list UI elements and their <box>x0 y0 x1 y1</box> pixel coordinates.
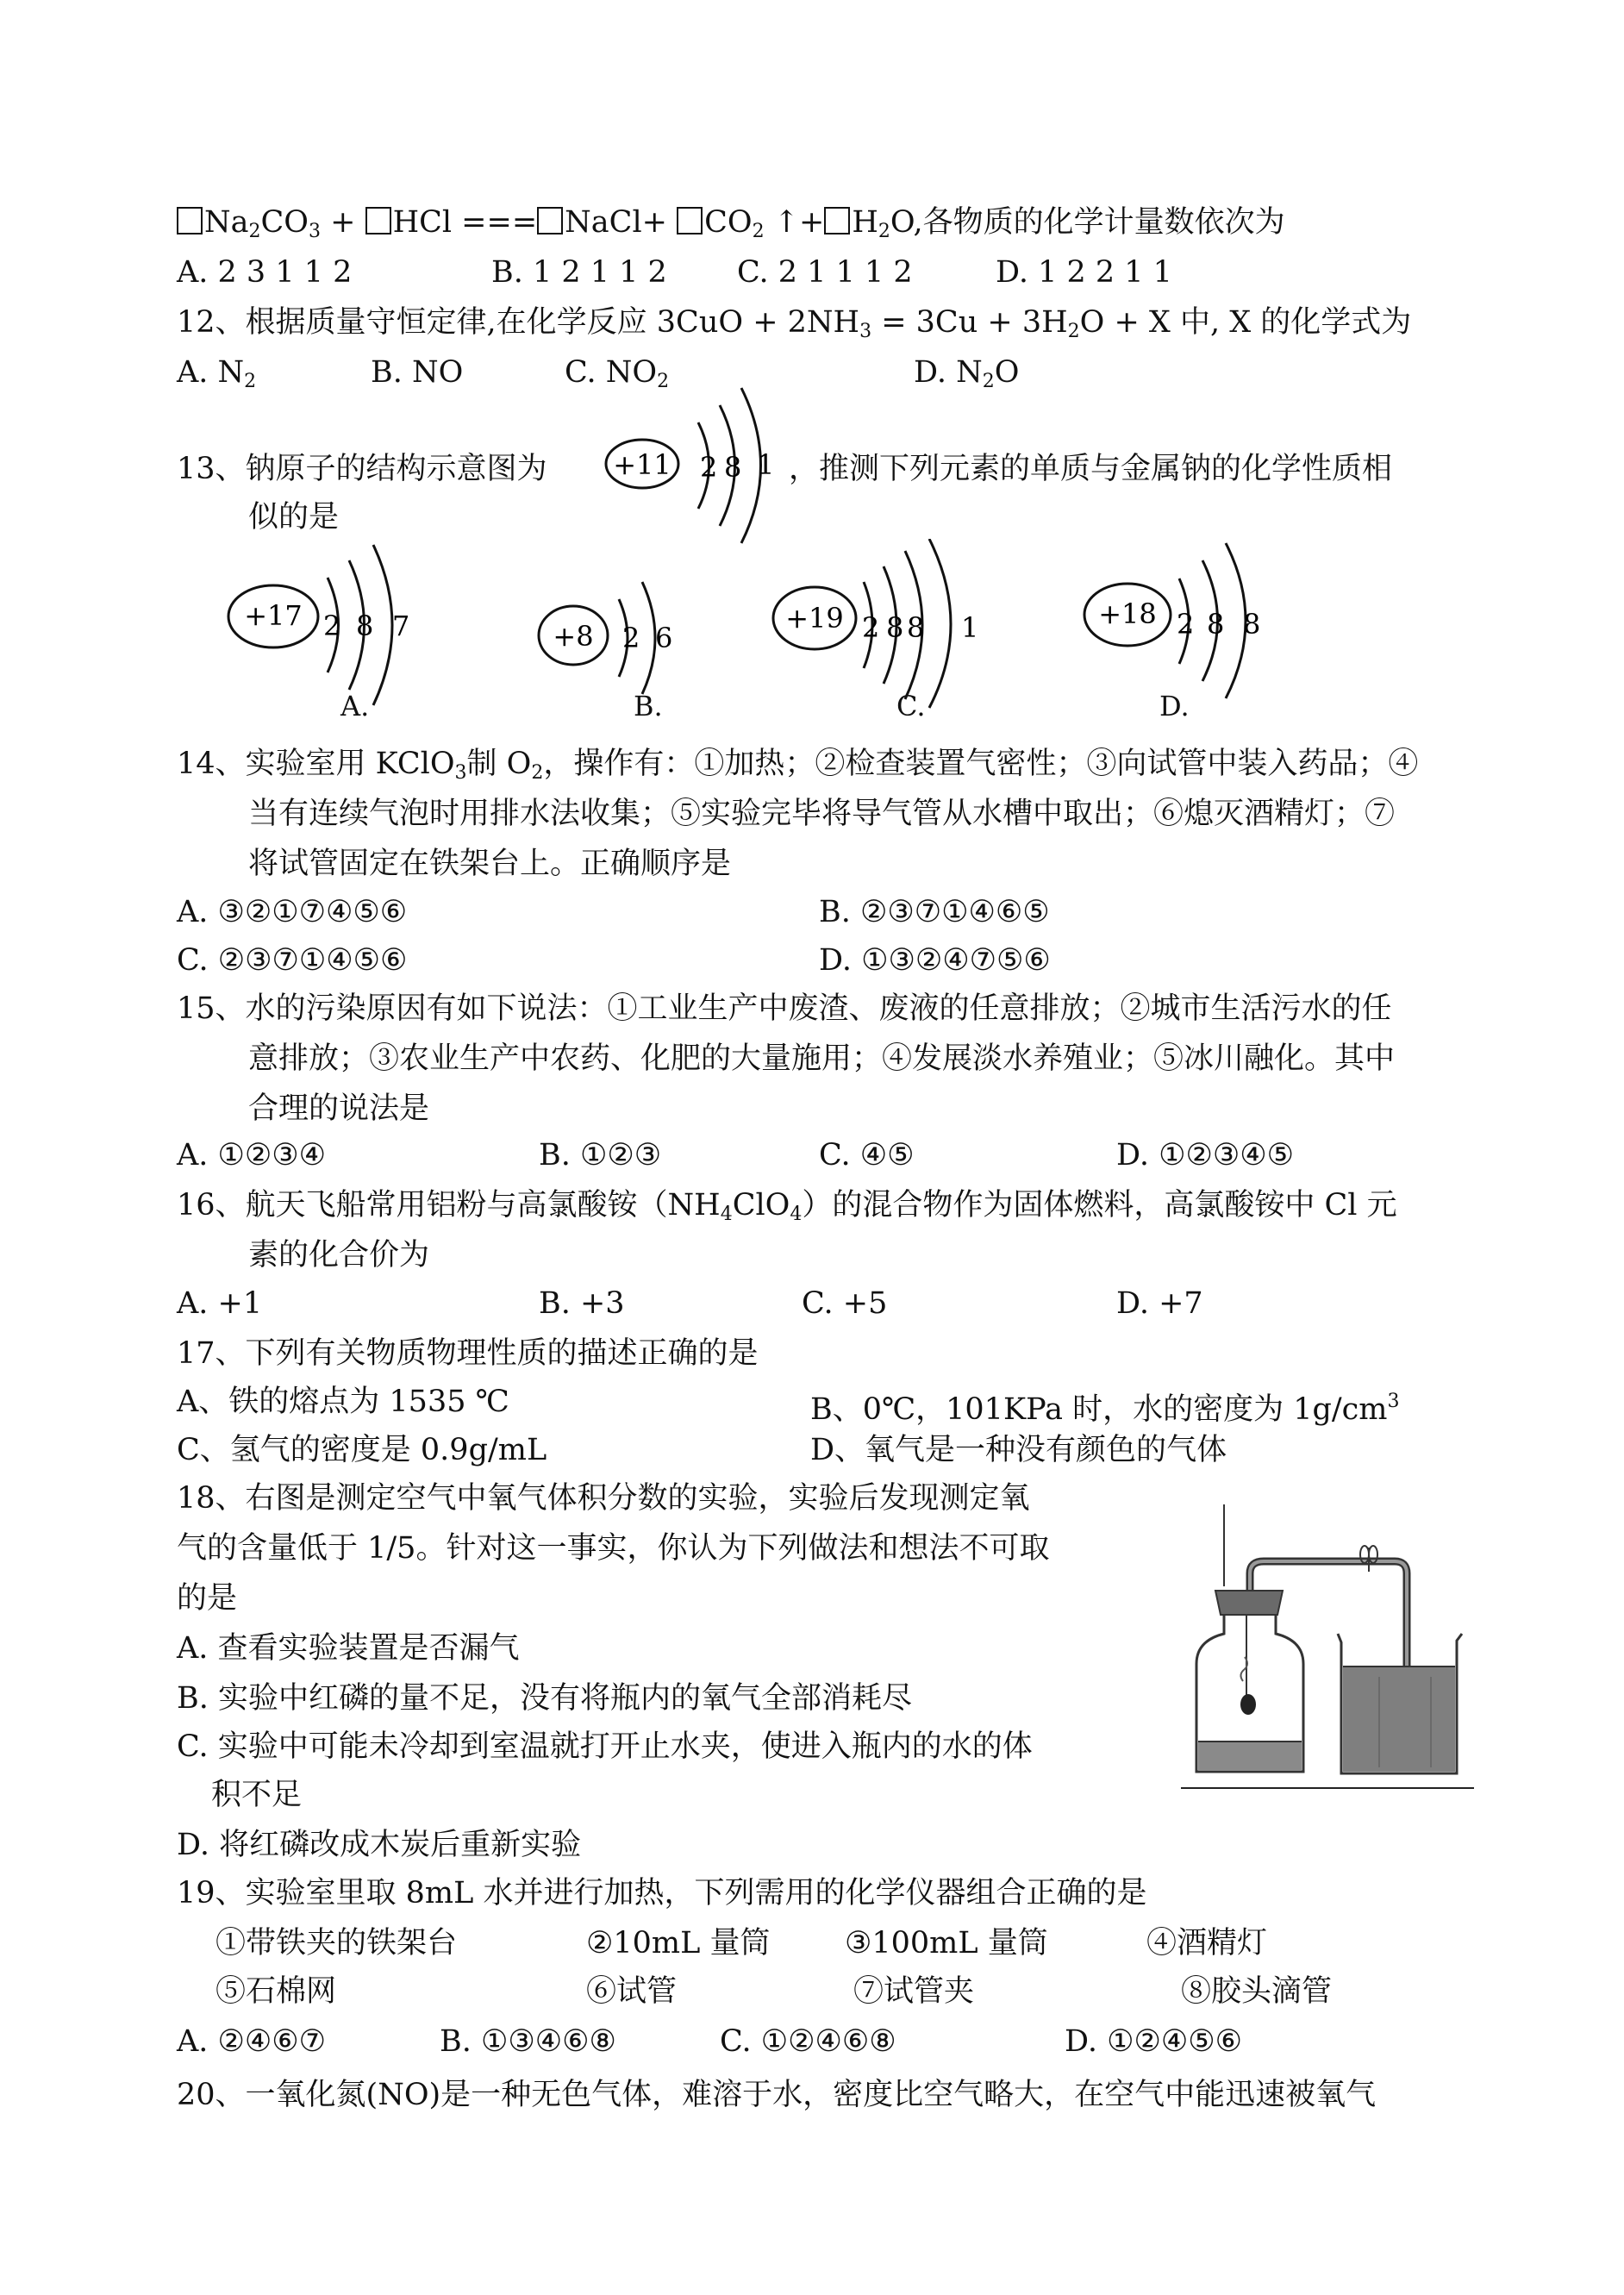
q19-option-d: D. ①②④⑤⑥ <box>1065 2024 1242 2059</box>
q19-stem: 19、实验室里取 8mL 水并进行加热，下列需用的化学仪器组合正确的是 <box>177 1876 1147 1910</box>
q19-option-c: C. ①②④⑥⑧ <box>720 2024 896 2059</box>
q16-stem-2: 素的化合价为 <box>248 1238 430 1273</box>
q20-stem-1: 20、一氧化氮(NO)是一种无色气体，难溶于水，密度比空气略大，在空气中能迅速被氧气 <box>177 2078 1377 2112</box>
svg-text:8: 8 <box>1207 608 1225 641</box>
svg-text:8: 8 <box>356 610 374 642</box>
sodium-atom-diagram <box>603 379 793 578</box>
q14-option-c: C. ②③⑦①④⑤⑥ <box>177 943 408 978</box>
q12-option-d: D. $N_2O$ <box>914 355 1020 392</box>
q12-option-a: A. $N_2$ <box>177 355 257 392</box>
atom-option-a-letter: A. <box>340 690 370 722</box>
q14-stem-3: 将试管固定在铁架台上。正确顺序是 <box>248 847 732 881</box>
svg-text:7: 7 <box>392 610 410 642</box>
svg-text:2: 2 <box>862 611 880 644</box>
q15-stem-1: 15、水的污染原因有如下说法：①工业生产中废渣、废液的任意排放；②城市生活污水的任 <box>177 991 1392 1026</box>
atom-option-b <box>534 565 707 711</box>
shell-electrons: 1 <box>757 448 775 481</box>
atom-option-a <box>220 543 444 716</box>
q19-option-a: A. ②④⑥⑦ <box>177 2024 327 2059</box>
q15-option-a: A. ①②③④ <box>177 1138 327 1173</box>
shell-electrons: 2 <box>700 451 718 484</box>
q19-item-7: ⑦试管夹 <box>853 1974 975 2009</box>
q14-stem-1: 14、实验室用 KClO$_3$制 $O_2$，操作有：①加热；②检查装置气密性；③向试管中装入药品；④ <box>177 747 1419 784</box>
q16-option-c: C. +5 <box>802 1286 888 1321</box>
svg-text:+8: +8 <box>553 620 594 653</box>
blank-box[interactable] <box>365 207 391 235</box>
shell-electrons: 8 <box>724 451 742 484</box>
q12-stem: 12、根据质量守恒定律,在化学反应 $3CuO + 2NH_3 = 3Cu + 3H_2O + X$ 中, X 的化学式为 <box>177 305 1412 342</box>
atom-option-c-letter: C. <box>896 690 926 722</box>
q18-option-c-2: 积不足 <box>211 1778 303 1812</box>
q13-stem-1: 13、钠原子的结构示意图为 <box>177 452 547 486</box>
oxygen-measurement-apparatus <box>1181 1504 1474 1789</box>
q18-stem-1: 18、右图是测定空气中氧气体积分数的实验，实验后发现测定氧 <box>177 1481 1030 1516</box>
blank-box[interactable] <box>537 207 563 235</box>
q18-option-b: B. 实验中红磷的量不足，没有将瓶内的氧气全部消耗尽 <box>177 1681 912 1716</box>
svg-text:8: 8 <box>886 611 904 644</box>
svg-text:2: 2 <box>1177 608 1195 641</box>
q19-item-5: ⑤石棉网 <box>215 1974 337 2009</box>
q12-option-c: C. $NO_2$ <box>565 355 670 392</box>
q11-option-d: D. 1 2 2 1 1 <box>996 255 1172 290</box>
q18-option-a: A. 查看实验装置是否漏气 <box>177 1631 520 1666</box>
svg-text:+17: +17 <box>244 599 303 632</box>
blank-box[interactable] <box>677 207 703 235</box>
q16-option-d: D. +7 <box>1116 1286 1203 1321</box>
q18-stem-3: 的是 <box>177 1581 238 1616</box>
q19-item-8: ⑧胶头滴管 <box>1181 1974 1333 2009</box>
q16-stem-1: 16、航天飞船常用铝粉与高氯酸铵$(NH_4ClO_4)$的混合物作为固体燃料，高氯酸铵中 Cl 元 <box>177 1188 1397 1225</box>
svg-text:2: 2 <box>323 610 341 642</box>
atom-option-d-letter: D. <box>1159 690 1190 722</box>
q15-option-b: B. ①②③ <box>539 1138 662 1173</box>
q18-option-d: D. 将红磷改成木炭后重新实验 <box>177 1828 582 1862</box>
q17-option-a: A、铁的熔点为 1535 ℃ <box>177 1385 509 1419</box>
nucleus-charge: +11 <box>613 448 671 481</box>
q19-item-4: ④酒精灯 <box>1146 1926 1268 1960</box>
q11-option-b: B. 1 2 1 1 2 <box>491 255 667 290</box>
svg-text:8: 8 <box>907 611 925 644</box>
q13-stem-3: 似的是 <box>248 500 340 535</box>
q19-item-6: ⑥试管 <box>586 1974 678 2009</box>
q16-option-a: A. +1 <box>177 1286 263 1321</box>
q12-option-b: B. NO <box>371 355 464 390</box>
q18-stem-2: 气的含量低于 1/5。针对这一事实，你认为下列做法和想法不可取 <box>177 1531 1050 1566</box>
q14-option-a: A. ③②①⑦④⑤⑥ <box>177 895 408 929</box>
q15-option-c: C. ④⑤ <box>819 1138 915 1173</box>
q13-stem-2: ，推测下列元素的单质与金属钠的化学性质相 <box>789 452 1393 486</box>
q19-item-1: ①带铁夹的铁架台 <box>215 1926 458 1960</box>
svg-text:8: 8 <box>1243 608 1261 641</box>
q18-option-c-1: C. 实验中可能未冷却到室温就打开止水夹，使进入瓶内的水的体 <box>177 1729 1033 1764</box>
atom-option-b-letter: B. <box>634 690 663 722</box>
q19-option-b: B. ①③④⑥⑧ <box>440 2024 616 2059</box>
svg-text:2: 2 <box>622 622 640 654</box>
q16-option-b: B. +3 <box>539 1286 625 1321</box>
q14-option-b: B. ②③⑦①④⑥⑤ <box>819 895 1050 929</box>
atom-option-c <box>767 539 1009 711</box>
blank-box[interactable] <box>824 207 850 235</box>
q19-item-2: ②10mL 量筒 <box>586 1926 771 1960</box>
svg-text:+18: +18 <box>1098 597 1157 630</box>
q17-option-d: D、氧气是一种没有颜色的气体 <box>810 1433 1227 1467</box>
q11-option-a: A. 2 3 1 1 2 <box>177 255 353 290</box>
q19-item-3: ③100mL 量筒 <box>845 1926 1048 1960</box>
q11-equation: $Na_2CO_3$ + HCl === NaCl+ $CO_2$ ↑+ $H_2O$,各物质的化学计量数依次为 <box>177 202 1285 253</box>
q14-option-d: D. ①③②④⑦⑤⑥ <box>819 943 1051 978</box>
q11-option-c: C. 2 1 1 1 2 <box>737 255 913 290</box>
q17-option-b: B、0℃，101KPa 时，水的密度为 $1g/cm^3$ <box>810 1391 1400 1427</box>
q17-stem: 17、下列有关物质物理性质的描述正确的是 <box>177 1336 759 1371</box>
svg-text:+19: +19 <box>785 602 844 635</box>
svg-text:6: 6 <box>655 622 673 654</box>
svg-text:1: 1 <box>961 611 979 644</box>
q15-option-d: D. ①②③④⑤ <box>1116 1138 1294 1173</box>
q15-stem-3: 合理的说法是 <box>248 1091 430 1126</box>
blank-box[interactable] <box>177 207 203 235</box>
q15-stem-2: 意排放；③农业生产中农药、化肥的大量施用；④发展淡水养殖业；⑤冰川融化。其中 <box>248 1041 1396 1076</box>
q14-stem-2: 当有连续气泡时用排水法收集；⑤实验完毕将导气管从水槽中取出；⑥熄灭酒精灯；⑦ <box>248 797 1396 831</box>
q17-option-c: C、氢气的密度是 0.9g/mL <box>177 1433 547 1467</box>
atom-option-d <box>1077 539 1293 711</box>
